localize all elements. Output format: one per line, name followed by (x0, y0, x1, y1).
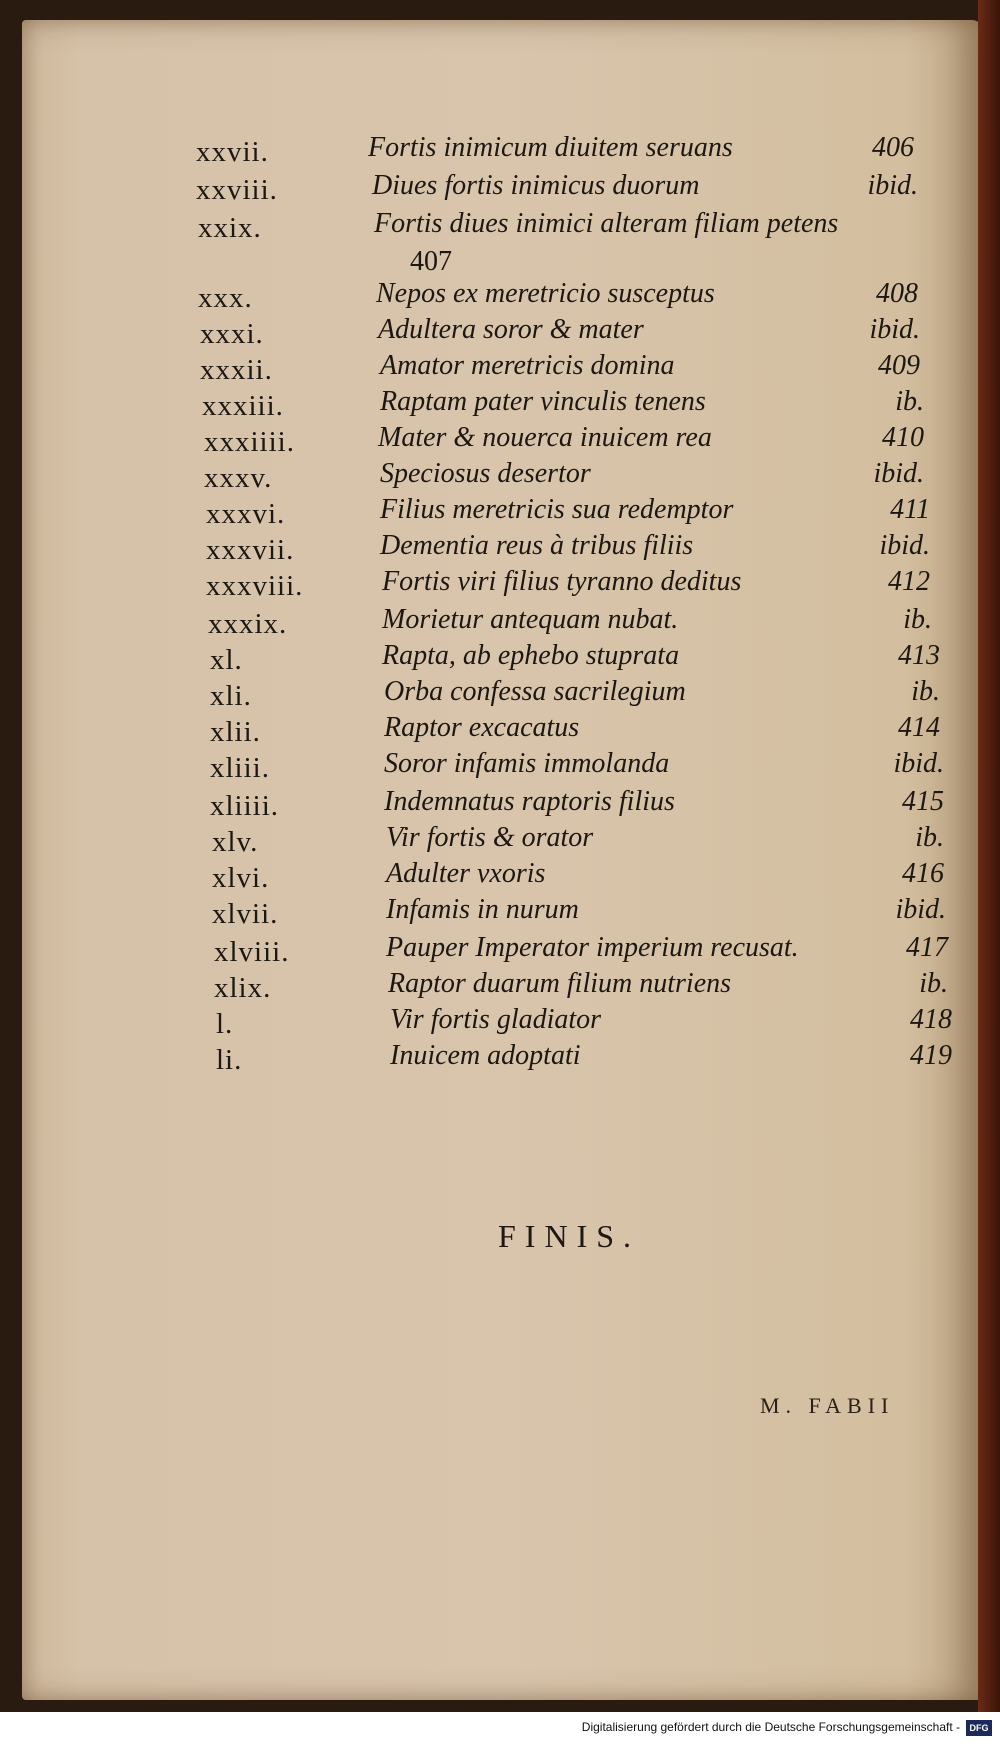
entry-number: xlvi. (212, 862, 270, 894)
index-entry (0, 748, 1000, 788)
entry-title: Infamis in nurum (386, 894, 579, 925)
entry-number: xxx. (198, 282, 253, 314)
index-entry (0, 566, 1000, 606)
entry-page: 408 (876, 278, 918, 309)
index-entry (0, 494, 1000, 534)
index-entry (0, 858, 1000, 898)
entry-page: ibid. (873, 458, 924, 489)
entry-page: ibid. (879, 530, 930, 561)
entry-number: xxxii. (200, 354, 273, 386)
index-entry (0, 822, 1000, 862)
entry-number: xxxix. (208, 608, 288, 640)
entry-page: ibid. (893, 748, 944, 779)
entry-title: Mater & nouerca inuicem rea (378, 422, 712, 453)
entry-number: xli. (210, 680, 252, 712)
entry-number: xxxiiii. (204, 426, 295, 458)
entry-number: xliii. (210, 752, 270, 784)
entry-title: Soror infamis immolanda (384, 748, 670, 779)
entry-page: ibid. (895, 894, 946, 925)
entry-number: xxxi. (200, 318, 264, 350)
entry-title: Morietur antequam nubat. (382, 604, 679, 635)
entry-page: ib. (919, 968, 948, 999)
index-entry (0, 422, 1000, 462)
entry-page: 414 (898, 712, 940, 743)
entry-page: ib. (915, 822, 944, 853)
entry-page: 415 (902, 786, 944, 817)
index-entry (0, 386, 1000, 426)
index-entry (0, 676, 1000, 716)
entry-page: 412 (888, 566, 930, 597)
index-entry (0, 932, 1000, 972)
entry-number: xxviii. (196, 174, 278, 206)
entry-title: Speciosus desertor (380, 458, 591, 489)
index-entry (0, 208, 1000, 277)
index-entry (0, 170, 1000, 210)
entry-page: 418 (910, 1004, 952, 1035)
entry-number: xlii. (210, 716, 261, 748)
entry-number: xxxv. (204, 462, 273, 494)
entry-page: ib. (903, 604, 932, 635)
index-entry (0, 1004, 1000, 1044)
entry-number: xxxvii. (206, 534, 295, 566)
entry-page: 416 (902, 858, 944, 889)
entry-page: 419 (910, 1040, 952, 1071)
entry-number: xxix. (198, 212, 262, 244)
index-entry (0, 604, 1000, 644)
entry-page: 409 (878, 350, 920, 381)
footer-bar (0, 1712, 1000, 1747)
dfg-logo-icon: DFG (966, 1720, 992, 1736)
footer-credit: Digitalisierung gefördert durch die Deutsche Forschungsgemeinschaft - (581, 1720, 960, 1734)
index-entry (0, 640, 1000, 680)
entry-page: ib. (895, 386, 924, 417)
index-entry (0, 458, 1000, 498)
entry-title: Orba confessa sacrilegium (384, 676, 686, 707)
entry-title: Inuicem adoptati (390, 1040, 581, 1071)
index-entry (0, 132, 1000, 172)
entry-page: 407 (410, 246, 452, 277)
entry-number: li. (216, 1044, 243, 1076)
index-entry (0, 314, 1000, 354)
entry-page: 406 (872, 132, 914, 163)
entry-page: ibid. (867, 170, 918, 201)
entry-title: Adultera soror & mater (378, 314, 644, 345)
index-entry (0, 350, 1000, 390)
entry-number: xlvii. (212, 898, 279, 930)
index-entry (0, 278, 1000, 318)
entry-page: ib. (911, 676, 940, 707)
index-entry (0, 786, 1000, 826)
entry-number: xxxvi. (206, 498, 286, 530)
entry-title: Raptor duarum filium nutriens (388, 968, 732, 999)
entry-page: 411 (890, 494, 930, 525)
entry-title: Pauper Imperator imperium recusat. (386, 932, 799, 963)
finis-label: FINIS. (498, 1218, 641, 1254)
index-entry (0, 894, 1000, 934)
entry-title: Raptam pater vinculis tenens (380, 386, 706, 417)
entry-page: 417 (906, 932, 948, 963)
entry-number: xxxiii. (202, 390, 284, 422)
entry-number: xliiii. (210, 790, 280, 822)
catchword: M. FABII (760, 1393, 895, 1418)
entry-title: Amator meretricis domina (380, 350, 675, 381)
entry-number: xlv. (212, 826, 259, 858)
entry-title: Fortis viri filius tyranno deditus (382, 566, 742, 597)
entry-title: Dementia reus à tribus filiis (380, 530, 694, 561)
entry-number: xlviii. (214, 936, 290, 968)
entry-title: Adulter vxoris (386, 858, 546, 889)
entry-title: Fortis inimicum diuitem seruans (368, 132, 733, 163)
entry-title: Raptor excacatus (384, 712, 580, 743)
entry-title: Vir fortis gladiator (390, 1004, 602, 1035)
entry-number: xl. (210, 644, 243, 676)
entry-title: Rapta, ab ephebo stuprata (382, 640, 680, 671)
index-entry (0, 712, 1000, 752)
entry-title: Diues fortis inimicus duorum (372, 170, 700, 201)
entry-number: l. (216, 1008, 234, 1040)
index-entry (0, 1040, 1000, 1080)
entry-title: Fortis diues inimici alteram filiam petens (374, 208, 839, 239)
entry-title: Indemnatus raptoris filius (384, 786, 675, 817)
entry-title: Nepos ex meretricio susceptus (376, 278, 715, 309)
entry-page: 410 (882, 422, 924, 453)
index-entry (0, 530, 1000, 570)
entry-number: xxxviii. (206, 570, 304, 602)
entry-page: 413 (898, 640, 940, 671)
entry-number: xxvii. (196, 136, 269, 168)
entry-title: Vir fortis & orator (386, 822, 594, 853)
entry-number: xlix. (214, 972, 272, 1004)
index-entry (0, 968, 1000, 1008)
entry-page: ibid. (869, 314, 920, 345)
entry-title: Filius meretricis sua redemptor (380, 494, 734, 525)
